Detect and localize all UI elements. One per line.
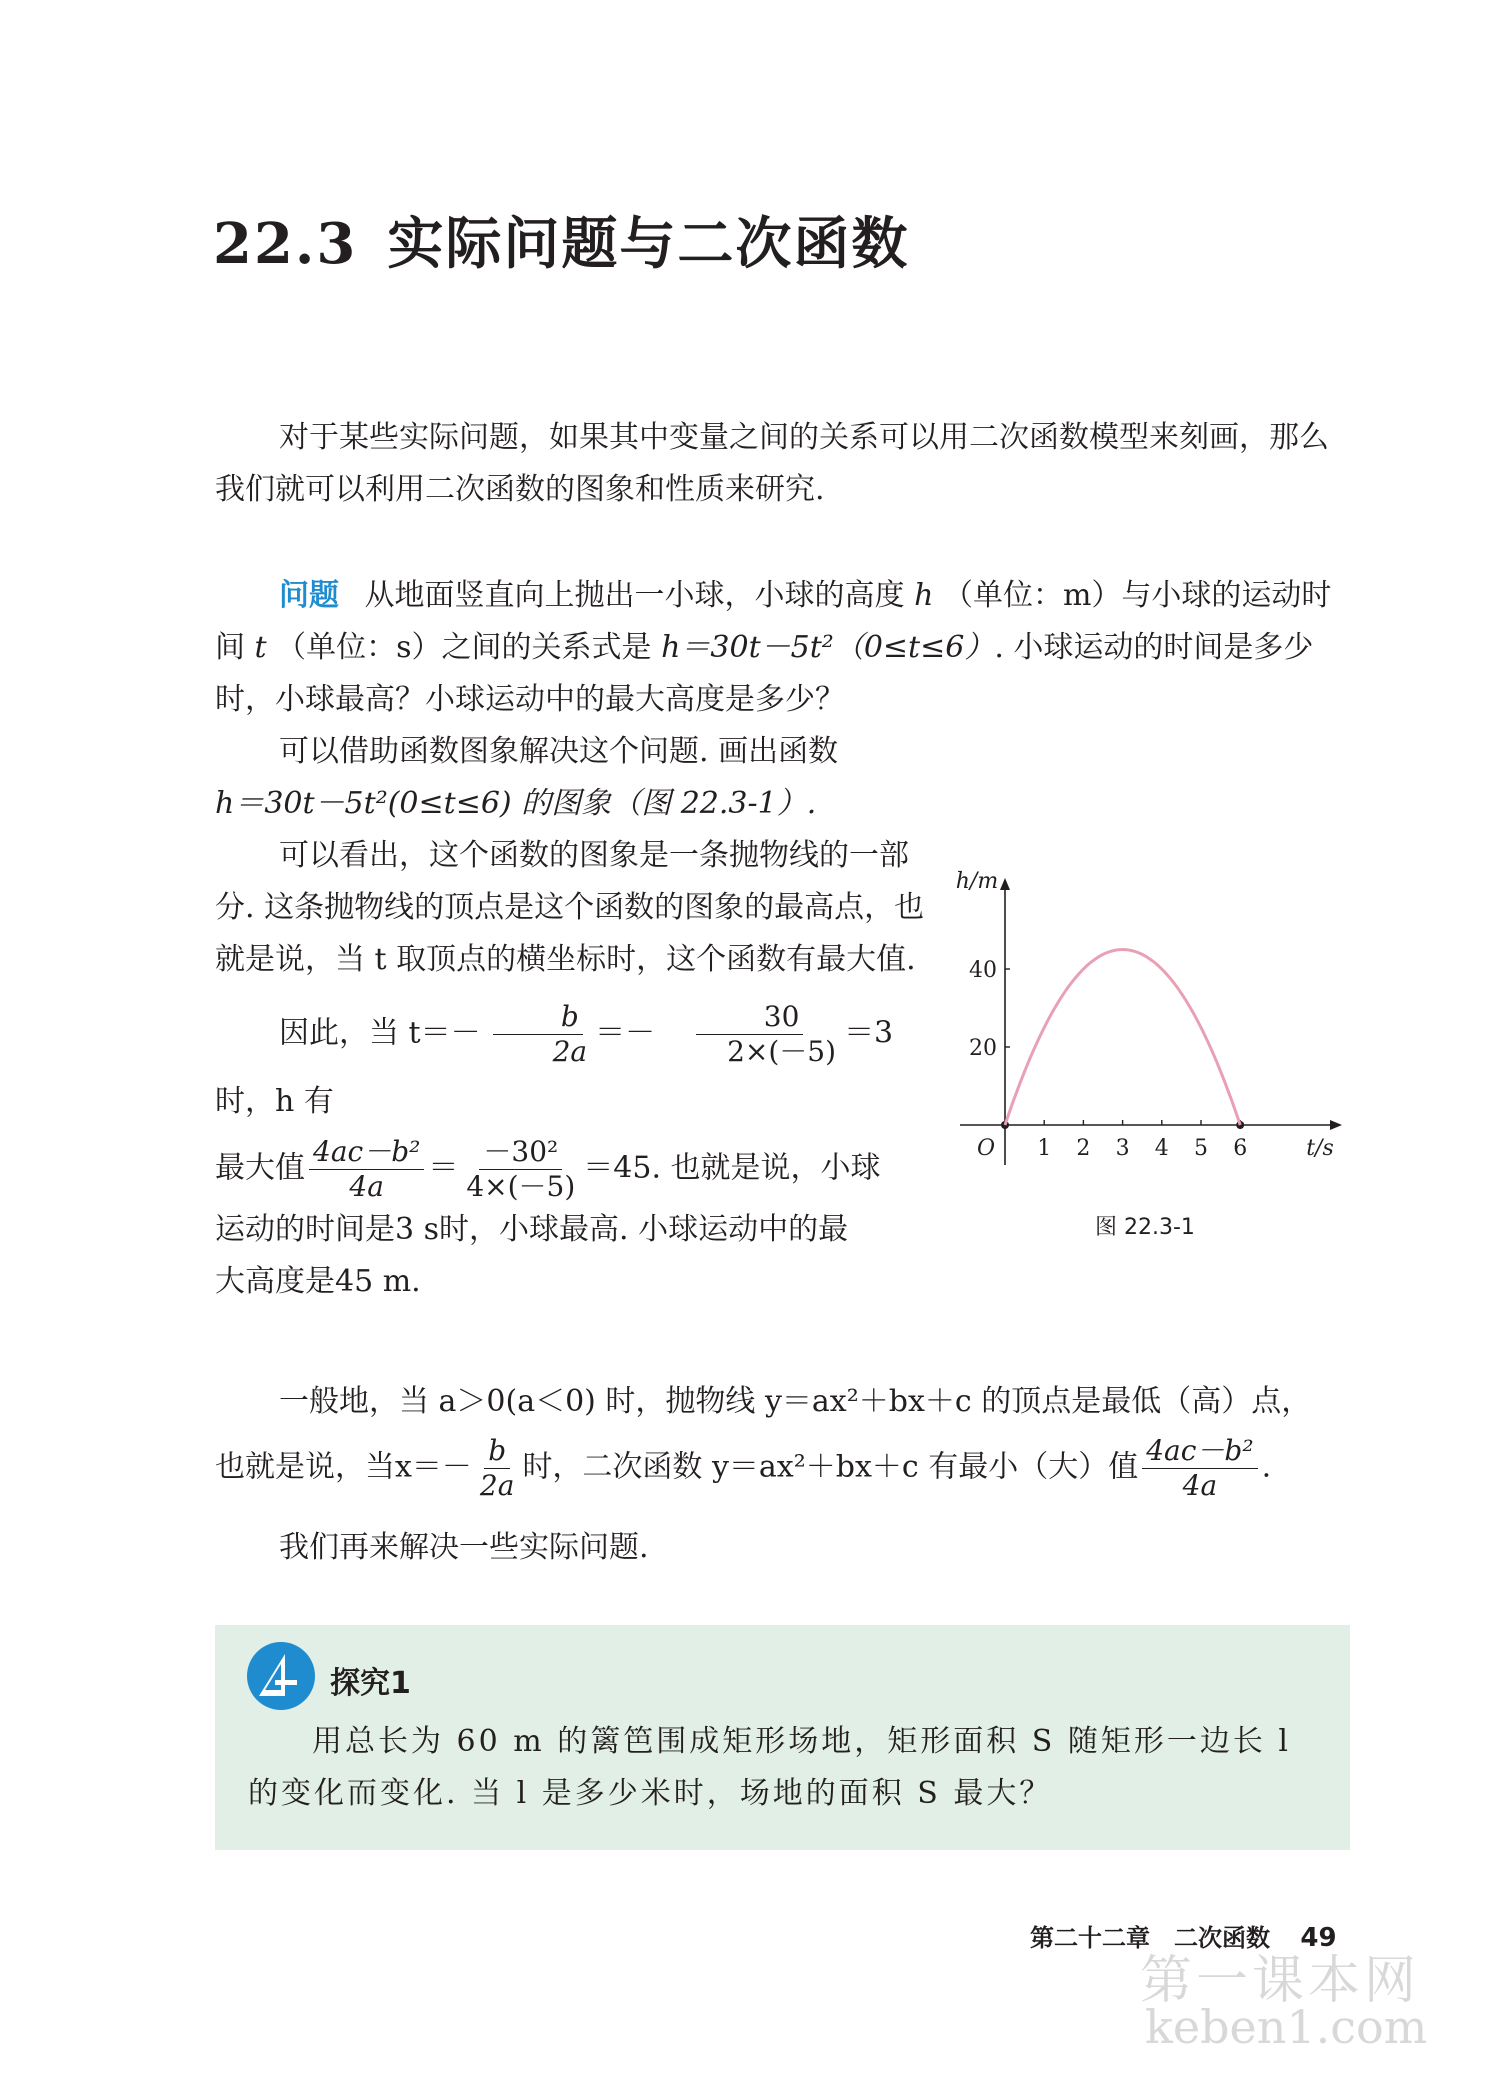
solution-p3 — [215, 1000, 945, 1135]
y-tick-label: 40 — [969, 958, 997, 983]
probe-text: 用总长为 60 m 的篱笆围成矩形场地，矩形面积 S 随矩形一边长 l 的变化而变化. 当 l 是多少米时，场地的面积 S 最大？ — [248, 1724, 1291, 1811]
x-tick-label: 1 — [1037, 1136, 1052, 1161]
solution-p3-mid: ＝－ — [595, 1015, 656, 1051]
parabola-curve — [1005, 950, 1240, 1126]
x-tick-label: 2 — [1076, 1136, 1091, 1161]
general-line-3: 我们再来解决一些实际问题. — [279, 1530, 649, 1565]
fraction-b-over-2a-general — [476, 1434, 519, 1503]
solution-p4 — [215, 1135, 945, 1204]
x-tick-label: 6 — [1233, 1136, 1248, 1161]
problem-text-4: . 小球运动的时间是多少时，小球最高？小球运动中的最大高度是多少？ — [215, 630, 1314, 717]
general-l2-end: . — [1261, 1449, 1272, 1485]
origin-label: O — [976, 1136, 995, 1161]
parabola-figure — [950, 870, 1350, 1170]
solution-p6: 大高度是45 m. — [215, 1264, 421, 1299]
watermark-url: keben1.com — [1145, 2000, 1428, 2054]
fraction-numeric — [462, 1135, 579, 1204]
general-l2-mid: 时，二次函数 y＝ax²＋bx＋c 有最小（大）值 — [522, 1449, 1139, 1485]
general-l2-pre: 也就是说，当x＝－ — [215, 1449, 472, 1485]
problem-label: 问题 — [279, 578, 339, 613]
intro-paragraph: 对于某些实际问题，如果其中变量之间的关系可以用二次函数模型来刻画，那么我们就可以利用二次函数的图象和性质来研究. — [215, 420, 1329, 507]
problem-text-3: （单位：s）之间的关系式是 — [276, 630, 652, 665]
section-heading: 实际问题与二次函数 — [387, 211, 910, 277]
fraction-min-value — [1142, 1434, 1257, 1503]
frac-num: 4ac－b² — [1142, 1434, 1257, 1469]
x-axis-arrow — [1330, 1120, 1342, 1130]
problem-formula: h＝30t－5t²（0≤t≤6） — [661, 630, 995, 665]
solution-p1-text: 可以借助函数图象解决这个问题. 画出函数 — [279, 734, 839, 769]
solution-p2: 可以看出，这个函数的图象是一条抛物线的一部分. 这条抛物线的顶点是这个函数的图象的最高点，也就是说，当 t 取顶点的横坐标时，这个函数有最大值. — [215, 838, 925, 977]
tick-labels — [956, 870, 1334, 1161]
problem-text-2: （单位：m）与小球的运动时间 — [215, 578, 1332, 665]
frac-den: 4×(－5) — [466, 1170, 576, 1203]
probe-title: 探究1 — [330, 1666, 411, 1701]
solution-p4-post: ＝45. 也就是说，小球 — [583, 1150, 881, 1186]
frac-den: 2×(－5) — [727, 1035, 837, 1068]
section-number: 22.3 — [213, 211, 358, 277]
probe-logo-icon — [245, 1640, 317, 1712]
x-tick-label: 4 — [1154, 1136, 1169, 1161]
solution-p5: 运动的时间是3 s时，小球最高. 小球运动中的最 — [215, 1212, 849, 1247]
frac-num: b — [493, 1000, 583, 1035]
axes — [960, 878, 1342, 1165]
frac-num: b — [484, 1434, 510, 1469]
page-number: 49 — [1300, 1923, 1337, 1953]
general-line-2 — [215, 1434, 1355, 1503]
solution-eq: ＝ — [428, 1150, 459, 1186]
problem-var-h: h — [914, 578, 934, 613]
fraction-vertex-value — [309, 1135, 424, 1204]
solution-p3-pre: 因此，当 t＝－ — [279, 1015, 481, 1051]
frac-den: 2a — [479, 1469, 515, 1502]
solution-p1 — [215, 726, 945, 830]
solution-p1-formula: h＝30t－5t²(0≤t≤6) 的图象（图 22.3-1）. — [215, 786, 817, 821]
x-tick-label: 3 — [1115, 1136, 1130, 1161]
problem-text-1: 从地面竖直向上抛出一小球，小球的高度 — [364, 578, 905, 613]
fraction-30-over — [659, 1000, 840, 1069]
frac-den: 4a — [349, 1170, 384, 1203]
y-axis-label: h/m — [955, 870, 999, 894]
y-tick-label: 20 — [969, 1036, 997, 1061]
frac-num: －30² — [479, 1135, 562, 1170]
frac-den: 4a — [1182, 1469, 1218, 1502]
y-axis-arrow — [1000, 878, 1010, 890]
figure-caption: 图 22.3-1 — [1095, 1215, 1195, 1240]
solution-p4-pre: 最大值 — [215, 1150, 305, 1186]
footer-chapter: 第二十二章 二次函数 — [1030, 1924, 1270, 1952]
watermark-cn: 第一课本网 — [1140, 1951, 1421, 2011]
frac-den: 2a — [552, 1035, 588, 1068]
problem-paragraph — [215, 570, 1355, 726]
frac-num: 4ac－b² — [309, 1135, 424, 1170]
x-axis-label: t/s — [1306, 1136, 1334, 1161]
frac-num: 30 — [696, 1000, 804, 1035]
solution-p3-post: ＝3 时，h 有 — [215, 1015, 894, 1119]
general-line-1: 一般地，当 a＞0(a＜0) 时，抛物线 y＝ax²＋bx＋c 的顶点是最低（高）点， — [279, 1384, 1312, 1419]
problem-var-t: t — [254, 630, 267, 665]
solution-column — [215, 726, 945, 1308]
x-tick-label: 5 — [1194, 1136, 1208, 1161]
section-title — [213, 200, 909, 280]
fraction-b-over-2a — [485, 1000, 592, 1069]
